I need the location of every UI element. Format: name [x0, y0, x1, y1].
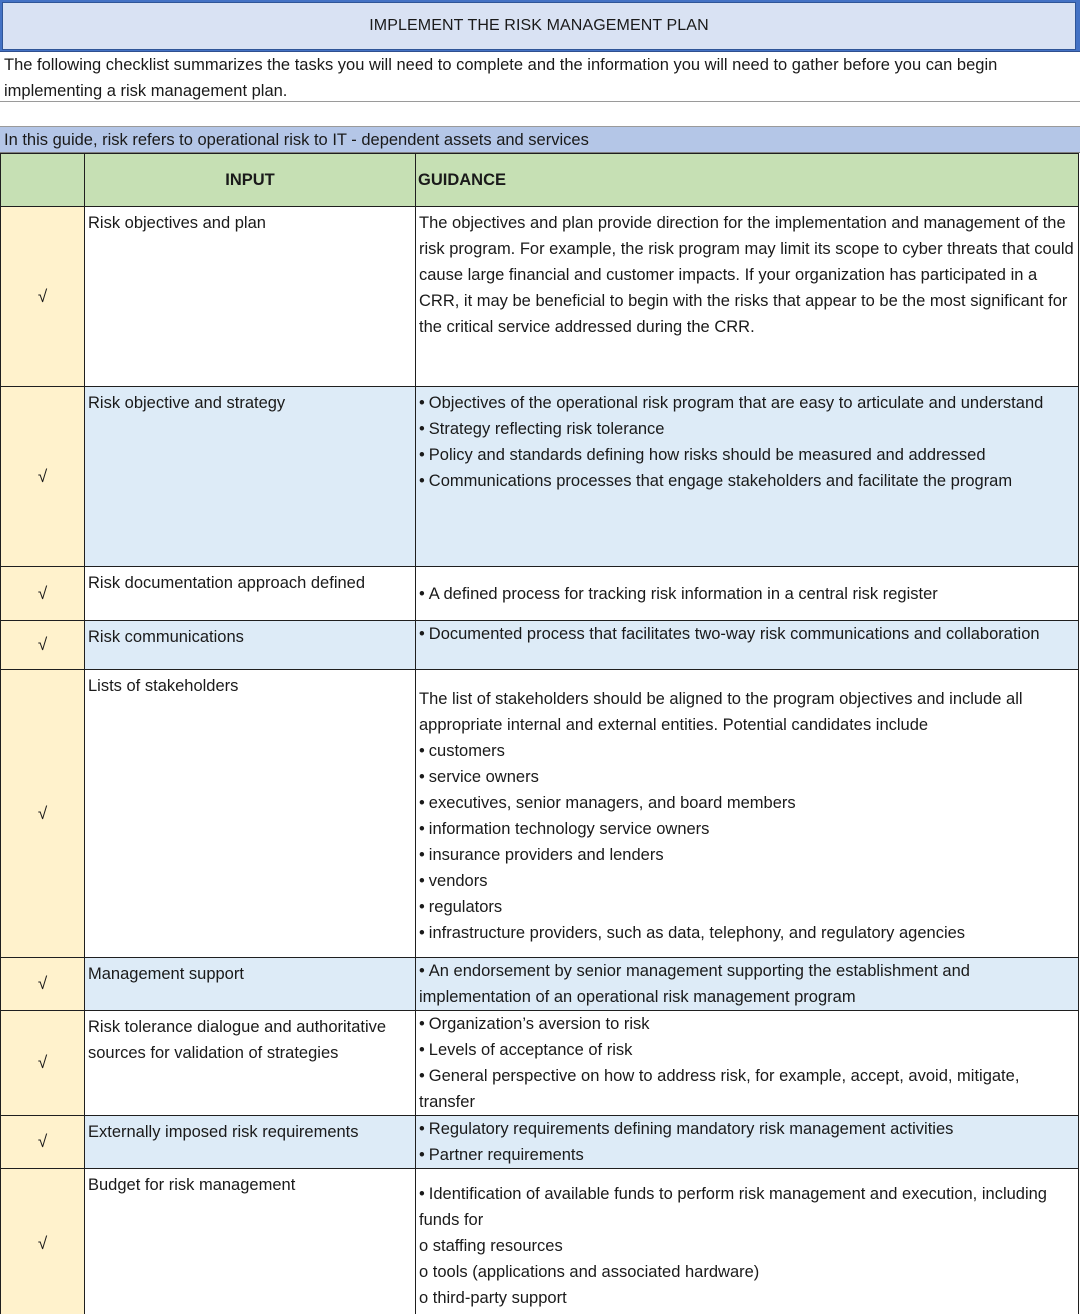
guidance-subitem: o tools (applications and associated hardware)	[419, 1263, 760, 1281]
guidance-bullet: • Objectives of the operational risk program that are easy to articulate and understand	[419, 390, 1075, 416]
guidance-bullet: • executives, senior managers, and board members	[419, 790, 1075, 816]
guidance-bullet: • vendors	[419, 868, 1075, 894]
input-cell[interactable]: Risk objective and strategy	[85, 387, 416, 567]
guidance-bullet: • service owners	[419, 764, 1075, 790]
guidance-bullet: • Partner requirements	[419, 1142, 1075, 1168]
guidance-bullet: • Identification of available funds to perform risk management and execution, including funds for	[419, 1181, 1075, 1233]
guidance-bullet: • regulators	[419, 894, 1075, 920]
guidance-cell[interactable]	[416, 1169, 1079, 1314]
check-mark[interactable]: √	[1, 621, 85, 670]
guidance-cell[interactable]	[416, 1011, 1079, 1116]
check-mark[interactable]: √	[1, 1116, 85, 1169]
guidance-bullet: • Documented process that facilitates two-way risk communications and collaboration	[419, 621, 1075, 647]
table-row	[1, 567, 1079, 621]
input-cell[interactable]: Risk tolerance dialogue and authoritative sources for validation of strategies	[85, 1011, 416, 1116]
check-mark[interactable]: √	[1, 958, 85, 1011]
guidance-bullet: • Strategy reflecting risk tolerance	[419, 416, 1075, 442]
table-row	[1, 958, 1079, 1011]
guidance-bullet: • Levels of acceptance of risk	[419, 1037, 1075, 1063]
guidance-cell[interactable]	[416, 387, 1079, 567]
page-title[interactable]: IMPLEMENT THE RISK MANAGEMENT PLAN	[2, 2, 1076, 50]
guidance-bullet: • An endorsement by senior management supporting the establishment and implementation of an operational risk management program	[419, 958, 1075, 1010]
input-cell[interactable]: Management support	[85, 958, 416, 1011]
input-cell[interactable]: Budget for risk management	[85, 1169, 416, 1314]
table-row	[1, 1116, 1079, 1169]
guidance-bullet: • Regulatory requirements defining mandatory risk management activities	[419, 1116, 1075, 1142]
input-cell[interactable]: Risk communications	[85, 621, 416, 670]
guidance-bullet: • General perspective on how to address risk, for example, accept, avoid, mitigate, transfer	[419, 1063, 1075, 1115]
header-check[interactable]	[1, 154, 85, 207]
guidance-cell[interactable]	[416, 958, 1079, 1011]
check-mark[interactable]: √	[1, 670, 85, 958]
guidance-bullet: • information technology service owners	[419, 816, 1075, 842]
guidance-cell[interactable]	[416, 567, 1079, 621]
guidance-bullet: • Organization’s aversion to risk	[419, 1011, 1075, 1037]
header-input[interactable]: INPUT	[85, 154, 416, 207]
check-mark[interactable]: √	[1, 1011, 85, 1116]
check-mark[interactable]: √	[1, 1169, 85, 1314]
check-mark[interactable]: √	[1, 387, 85, 567]
guidance-cell[interactable]	[416, 621, 1079, 670]
empty-row[interactable]	[0, 102, 1080, 127]
header-guidance[interactable]: GUIDANCE	[416, 154, 1079, 207]
title-bar	[0, 0, 1080, 52]
guidance-cell[interactable]: The objectives and plan provide direction for the implementation and management of the risk program. For example, the risk program may limit its scope to cyber threats that could cause large financial and customer impacts. If your organization has participated in a CRR, it may be beneficial to begin with the risks that appear to be the most significant for the critical service addressed during the CRR.	[416, 207, 1079, 387]
guidance-cell[interactable]	[416, 670, 1079, 958]
guidance-bullet: • infrastructure providers, such as data, telephony, and regulatory agencies	[419, 920, 1075, 946]
checklist-table	[0, 153, 1079, 1314]
header-row	[1, 154, 1079, 207]
guidance-bullet: • Communications processes that engage stakeholders and facilitate the program	[419, 468, 1075, 494]
check-mark[interactable]: √	[1, 567, 85, 621]
table-row	[1, 1011, 1079, 1116]
scope-note[interactable]: In this guide, risk refers to operational risk to IT - dependent assets and services	[0, 127, 1080, 153]
table-row	[1, 1169, 1079, 1314]
guidance-bullet: • insurance providers and lenders	[419, 842, 1075, 868]
table-row	[1, 621, 1079, 670]
guidance-subitem: o third-party support	[419, 1289, 567, 1307]
guidance-bullet: • customers	[419, 738, 1075, 764]
input-cell[interactable]: Risk objectives and plan	[85, 207, 416, 387]
table-row	[1, 670, 1079, 958]
check-mark[interactable]: √	[1, 207, 85, 387]
guidance-cell[interactable]	[416, 1116, 1079, 1169]
guidance-bullet: • Policy and standards defining how risks should be measured and addressed	[419, 442, 1075, 468]
input-cell[interactable]: Lists of stakeholders	[85, 670, 416, 958]
guidance-intro: The list of stakeholders should be aligned to the program objectives and include all appropriate internal and external entities. Potential candidates include	[419, 690, 1023, 734]
input-cell[interactable]: Externally imposed risk requirements	[85, 1116, 416, 1169]
table-row	[1, 207, 1079, 387]
intro-text[interactable]: The following checklist summarizes the tasks you will need to complete and the information you will need to gather before you can begin implementing a risk management plan.	[0, 52, 1080, 102]
input-cell[interactable]: Risk documentation approach defined	[85, 567, 416, 621]
guidance-bullet: • A defined process for tracking risk information in a central risk register	[419, 581, 1075, 607]
guidance-subitem: o staffing resources	[419, 1237, 563, 1255]
table-row	[1, 387, 1079, 567]
